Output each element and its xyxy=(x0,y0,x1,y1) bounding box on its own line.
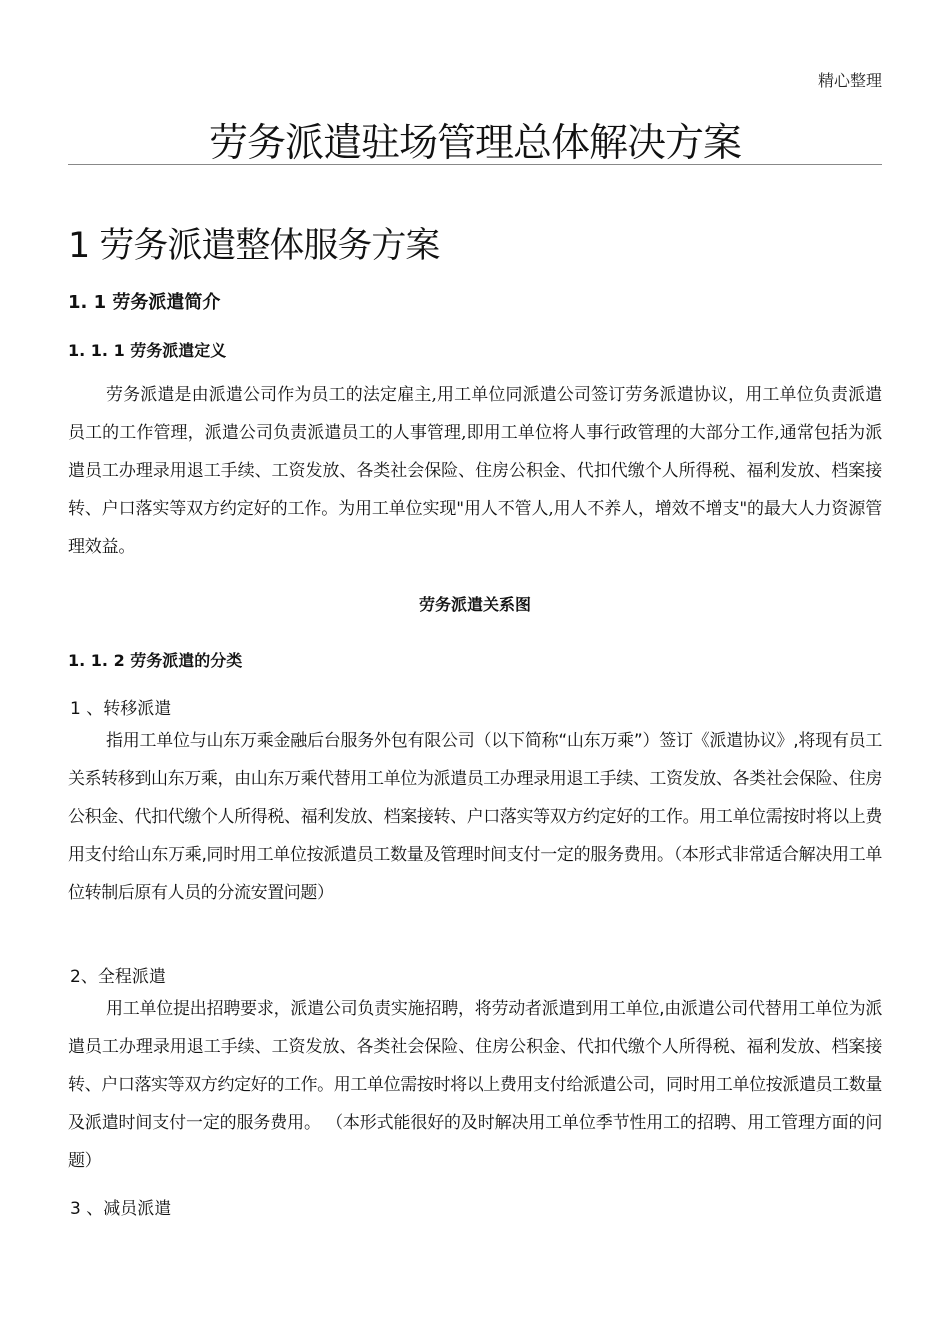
subsection-heading-1-1-1: 1. 1. 1 劳务派遣定义 xyxy=(68,341,227,360)
subsection-heading-1-1: 1. 1 劳务派遣简介 xyxy=(68,292,221,313)
category-text-full: 用工单位提出招聘要求，派遣公司负责实施招聘，将劳动者派遣到用工单位,由派遣公司代替用工单位为派遣员工办理录用退工手续、工资发放、各类社会保险、住房公积金、代扣代缴个人所得税、福利发放、档案接转、户口落实等双方约定好的工作。用工单位需按时将以上费用支付给派遣公司，同时用工单位按派遣员工数量及派遣时间支付一定的服务费用。 （本形式能很好的及时解决用工单位季节性用工的招聘、用工管理方面的问题） xyxy=(68,999,882,1171)
figure-caption: 劳务派遣关系图 xyxy=(418,595,531,614)
category-text-transfer: 指用工单位与山东万乘金融后台服务外包有限公司（以下简称“山东万乘”）签订《派遣协议》,将现有员工关系转移到山东万乘，由山东万乘代替用工单位为派遣员工办理录用退工手续、工资发放、各类社会保险、住房公积金、代扣代缴个人所得税、福利发放、档案接转、户口落实等双方约定好的工作。用工单位需按时将以上费用支付给山东万乘,同时用工单位按派遣员工数量及管理时间支付一定的服务费用。（本形式非常适合解决用工单位转制后原有人员的分流安置问题） xyxy=(68,731,882,903)
subsection-heading-1-1-2: 1. 1. 2 劳务派遣的分类 xyxy=(68,651,243,670)
section-heading-1: 1 劳务派遣整体服务方案 xyxy=(68,226,440,266)
category-label-full: 2、全程派遣 xyxy=(70,967,166,987)
category-label-reduction: 3 、减员派遣 xyxy=(70,1199,172,1219)
title-divider xyxy=(68,164,882,165)
header-note: 精心整理 xyxy=(817,71,882,90)
document-title: 劳务派遣驻场管理总体解决方案 xyxy=(208,121,741,166)
category-label-transfer: 1 、转移派遣 xyxy=(70,699,172,719)
definition-paragraph: 劳务派遣是由派遣公司作为员工的法定雇主,用工单位同派遣公司签订劳务派遣协议，用工单位负责派遣员工的工作管理，派遣公司负责派遣员工的人事管理,即用工单位将人事行政管理的大部分工作,通常包括为派遣员工办理录用退工手续、工资发放、各类社会保险、住房公积金、代扣代缴个人所得税、福利发放、档案接转、户口落实等双方约定好的工作。为用工单位实现"用人不管人,用人不养人，增效不增支"的最大人力资源管理效益。 xyxy=(68,385,882,557)
